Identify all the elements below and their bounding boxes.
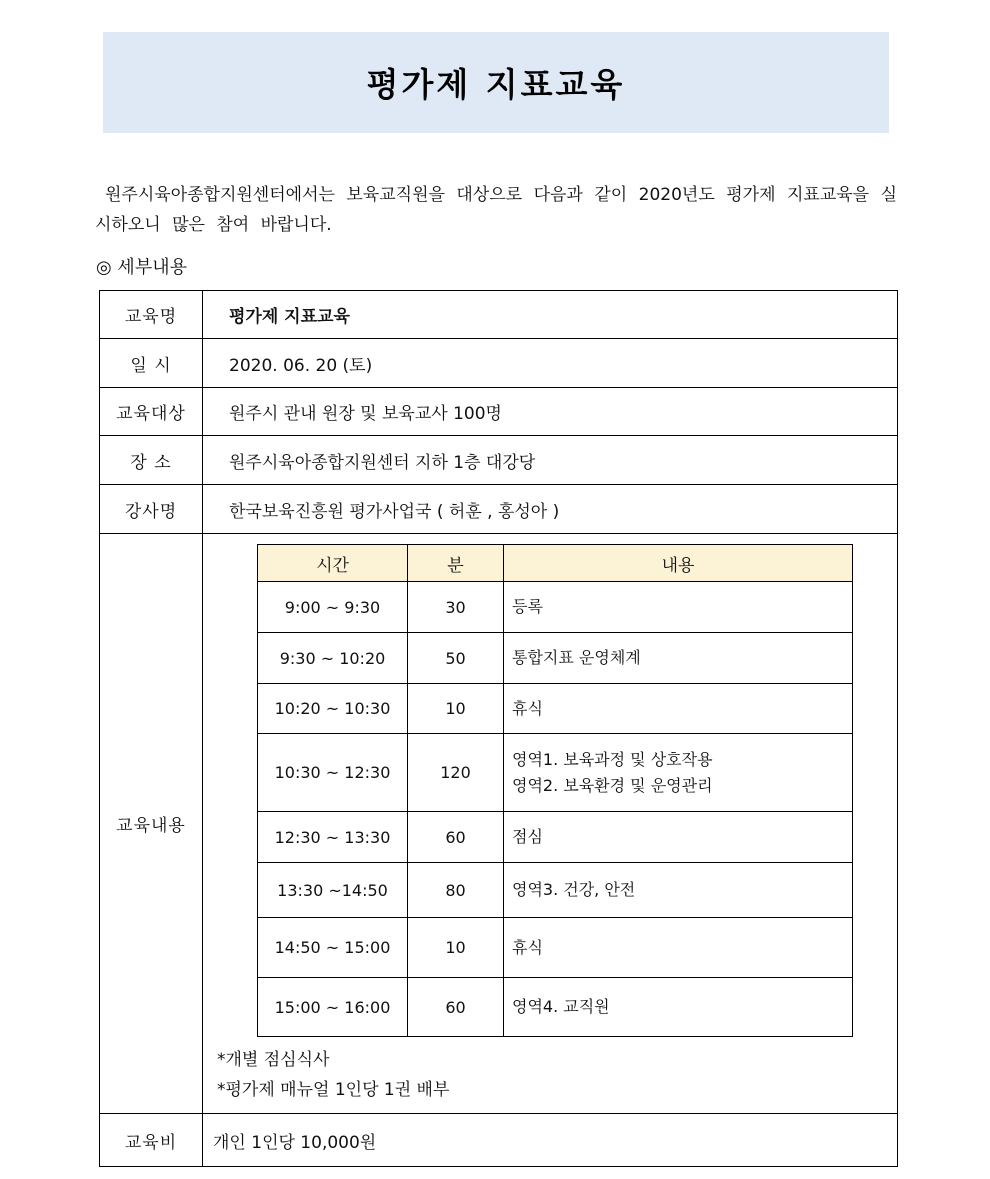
row-date — [100, 339, 898, 388]
row-course-name — [100, 291, 898, 339]
schedule-time: 9:30 ~ 10:20 — [258, 633, 408, 684]
schedule-time: 15:00 ~ 16:00 — [258, 978, 408, 1037]
schedule-content — [504, 978, 853, 1037]
label-cost: 교육비 — [100, 1114, 203, 1167]
schedule-minutes: 50 — [408, 633, 504, 684]
value-target: 원주시 관내 원장 및 보육교사 100명 — [203, 388, 898, 436]
schedule-minutes: 120 — [408, 734, 504, 812]
schedule-row — [258, 684, 853, 734]
details-table — [99, 290, 898, 1167]
schedule-content — [504, 734, 853, 812]
schedule-content-line: 영역2. 보육환경 및 운영관리 — [512, 775, 713, 795]
schedule-content-line: 영역3. 건강, 안전 — [512, 880, 636, 899]
row-cost — [100, 1114, 898, 1167]
row-instructor — [100, 485, 898, 534]
schedule-content — [504, 684, 853, 734]
title-banner — [103, 32, 889, 133]
schedule-minutes: 60 — [408, 978, 504, 1037]
schedule-row — [258, 978, 853, 1037]
schedule-content — [504, 863, 853, 918]
content-cell — [203, 534, 898, 1114]
schedule-content-line: 영역1. 보육과정 및 상호작용 — [512, 749, 713, 769]
value-cost: 개인 1인당 10,000원 — [203, 1114, 898, 1167]
label-content: 교육내용 — [100, 534, 203, 1114]
label-target: 교육대상 — [100, 388, 203, 436]
label-date: 일 시 — [100, 339, 203, 388]
header-time: 시간 — [258, 545, 408, 582]
schedule-header-row — [258, 545, 853, 582]
value-course-name: 평가제 지표교육 — [203, 291, 898, 339]
schedule-content-line: 휴식 — [512, 698, 543, 718]
row-target — [100, 388, 898, 436]
schedule-minutes: 60 — [408, 812, 504, 863]
schedule-minutes: 30 — [408, 582, 504, 633]
section-heading: ◎ 세부내용 — [96, 257, 187, 278]
schedule-time: 12:30 ~ 13:30 — [258, 812, 408, 863]
notes — [203, 1037, 897, 1113]
schedule-minutes: 80 — [408, 863, 504, 918]
schedule-row — [258, 812, 853, 863]
schedule-row — [258, 863, 853, 918]
schedule-content — [504, 633, 853, 684]
row-place — [100, 436, 898, 485]
schedule-content-line: 등록 — [512, 597, 543, 616]
schedule-minutes: 10 — [408, 918, 504, 978]
schedule-content-line: 통합지표 운영체계 — [512, 648, 641, 667]
schedule-row — [258, 918, 853, 978]
schedule-content-line: 영역4. 교직원 — [512, 997, 610, 1016]
schedule-content-line: 휴식 — [512, 937, 543, 957]
header-minutes: 분 — [408, 545, 504, 582]
schedule-content — [504, 812, 853, 863]
note-manual: *평가제 매뉴얼 1인당 1권 배부 — [217, 1080, 450, 1100]
schedule-row — [258, 734, 853, 812]
schedule-time: 9:00 ~ 9:30 — [258, 582, 408, 633]
value-date: 2020. 06. 20 (토) — [203, 339, 898, 388]
label-course-name: 교육명 — [100, 291, 203, 339]
schedule-row — [258, 582, 853, 633]
value-instructor: 한국보육진흥원 평가사업국 ( 허훈 , 홍성아 ) — [203, 485, 898, 534]
intro-paragraph: 원주시육아종합지원센터에서는 보육교직원을 대상으로 다음과 같이 2020년도 평가제 지표교육을 실시하오니 많은 참여 바랍니다. — [95, 185, 897, 235]
schedule-time: 14:50 ~ 15:00 — [258, 918, 408, 978]
schedule-table — [257, 544, 853, 1037]
schedule-time: 13:30 ~14:50 — [258, 863, 408, 918]
schedule-content — [504, 918, 853, 978]
header-content: 내용 — [504, 545, 853, 582]
label-instructor: 강사명 — [100, 485, 203, 534]
schedule-time: 10:20 ~ 10:30 — [258, 684, 408, 734]
row-content — [100, 534, 898, 1114]
schedule-time: 10:30 ~ 12:30 — [258, 734, 408, 812]
schedule-content — [504, 582, 853, 633]
schedule-content-line: 점심 — [512, 827, 543, 846]
value-place: 원주시육아종합지원센터 지하 1층 대강당 — [203, 436, 898, 485]
label-place: 장 소 — [100, 436, 203, 485]
schedule-row — [258, 633, 853, 684]
schedule-minutes: 10 — [408, 684, 504, 734]
note-lunch: *개별 점심식사 — [217, 1050, 330, 1070]
page-title: 평가제 지표교육 — [366, 65, 626, 104]
